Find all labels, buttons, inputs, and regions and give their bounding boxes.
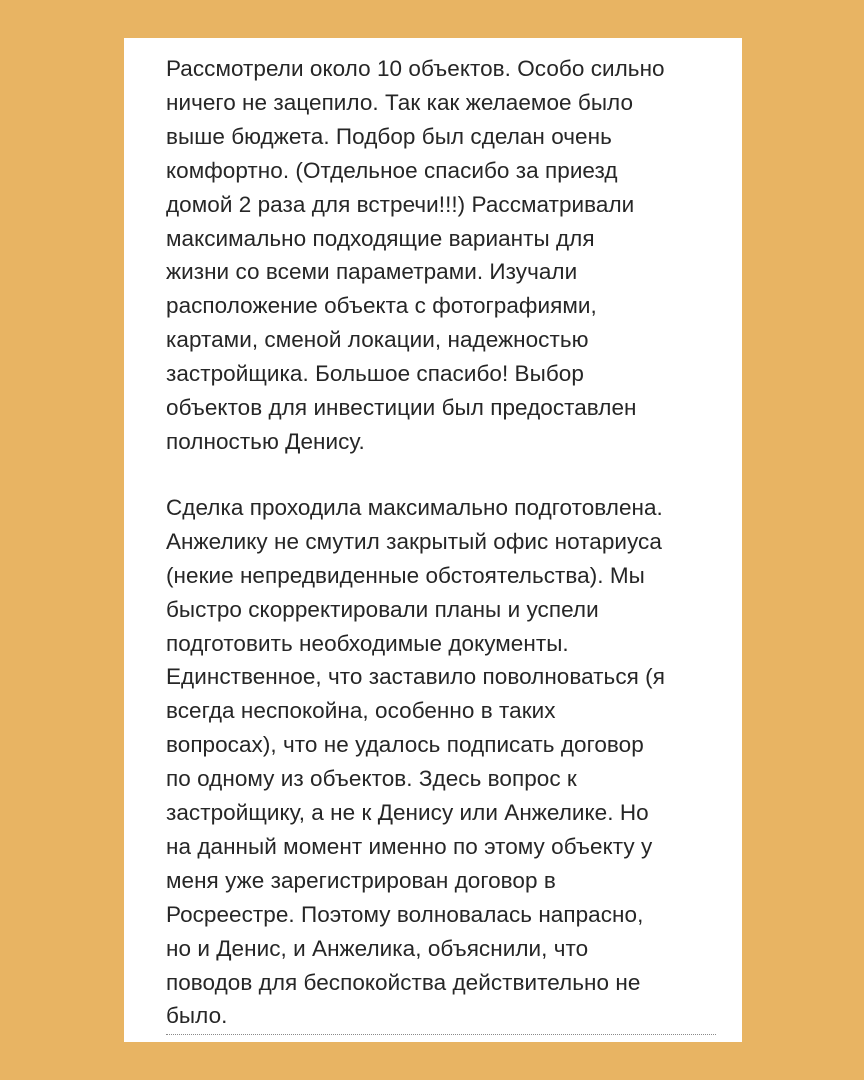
text-line: но и Денис, и Анжелика, объяснили, что bbox=[166, 935, 589, 961]
text-line: картами, сменой локации, надежностью bbox=[166, 327, 589, 353]
text-line: расположение объекта с фотографиями, bbox=[166, 293, 597, 319]
text-line: максимально подходящие варианты для bbox=[166, 225, 595, 251]
review-paragraph-2 bbox=[166, 491, 722, 1034]
text-line: застройщику, а не к Денису или Анжелике. Но bbox=[166, 800, 649, 826]
text-line: быстро скорректировали планы и успели bbox=[166, 596, 599, 622]
text-line: Сделка проходила максимально подготовлена. bbox=[166, 494, 663, 520]
text-line: по одному из объектов. Здесь вопрос к bbox=[166, 766, 577, 792]
text-line: Единственное, что заставило поволноваться (я bbox=[166, 664, 665, 690]
text-line: домой 2 раза для встречи!!!) Рассматривали bbox=[166, 191, 635, 217]
text-line: ничего не зацепило. Так как желаемое было bbox=[166, 89, 634, 115]
text-line: объектов для инвестиции был предоставлен bbox=[166, 395, 637, 421]
review-paragraph-1 bbox=[166, 52, 722, 459]
text-line: Анжелику не смутил закрытый офис нотариуса bbox=[166, 528, 662, 554]
text-line: жизни со всеми параметрами. Изучали bbox=[166, 259, 578, 285]
text-line: было. bbox=[166, 1003, 228, 1029]
text-line: на данный момент именно по этому объекту у bbox=[166, 833, 653, 859]
text-line: (некие непредвиденные обстоятельства). Мы bbox=[166, 562, 645, 588]
text-line: застройщика. Большое спасибо! Выбор bbox=[166, 361, 584, 387]
text-line: выше бюджета. Подбор был сделан очень bbox=[166, 123, 612, 149]
text-line: вопросах), что не удалось подписать договор bbox=[166, 732, 644, 758]
text-line: Рассмотрели около 10 объектов. Особо сильно bbox=[166, 56, 665, 81]
text-line: полностью Денису. bbox=[166, 428, 365, 454]
text-line: меня уже зарегистрирован договор в bbox=[166, 867, 556, 893]
dotted-divider bbox=[166, 1034, 716, 1035]
text-line: комфортно. (Отдельное спасибо за приезд bbox=[166, 157, 618, 183]
text-line: поводов для беспокойства действительно не bbox=[166, 969, 641, 995]
text-line: подготовить необходимые документы. bbox=[166, 630, 569, 656]
review-card bbox=[124, 38, 742, 1042]
text-line: Росреестре. Поэтому волновалась напрасно, bbox=[166, 901, 644, 927]
text-line: всегда неспокойна, особенно в таких bbox=[166, 698, 556, 724]
